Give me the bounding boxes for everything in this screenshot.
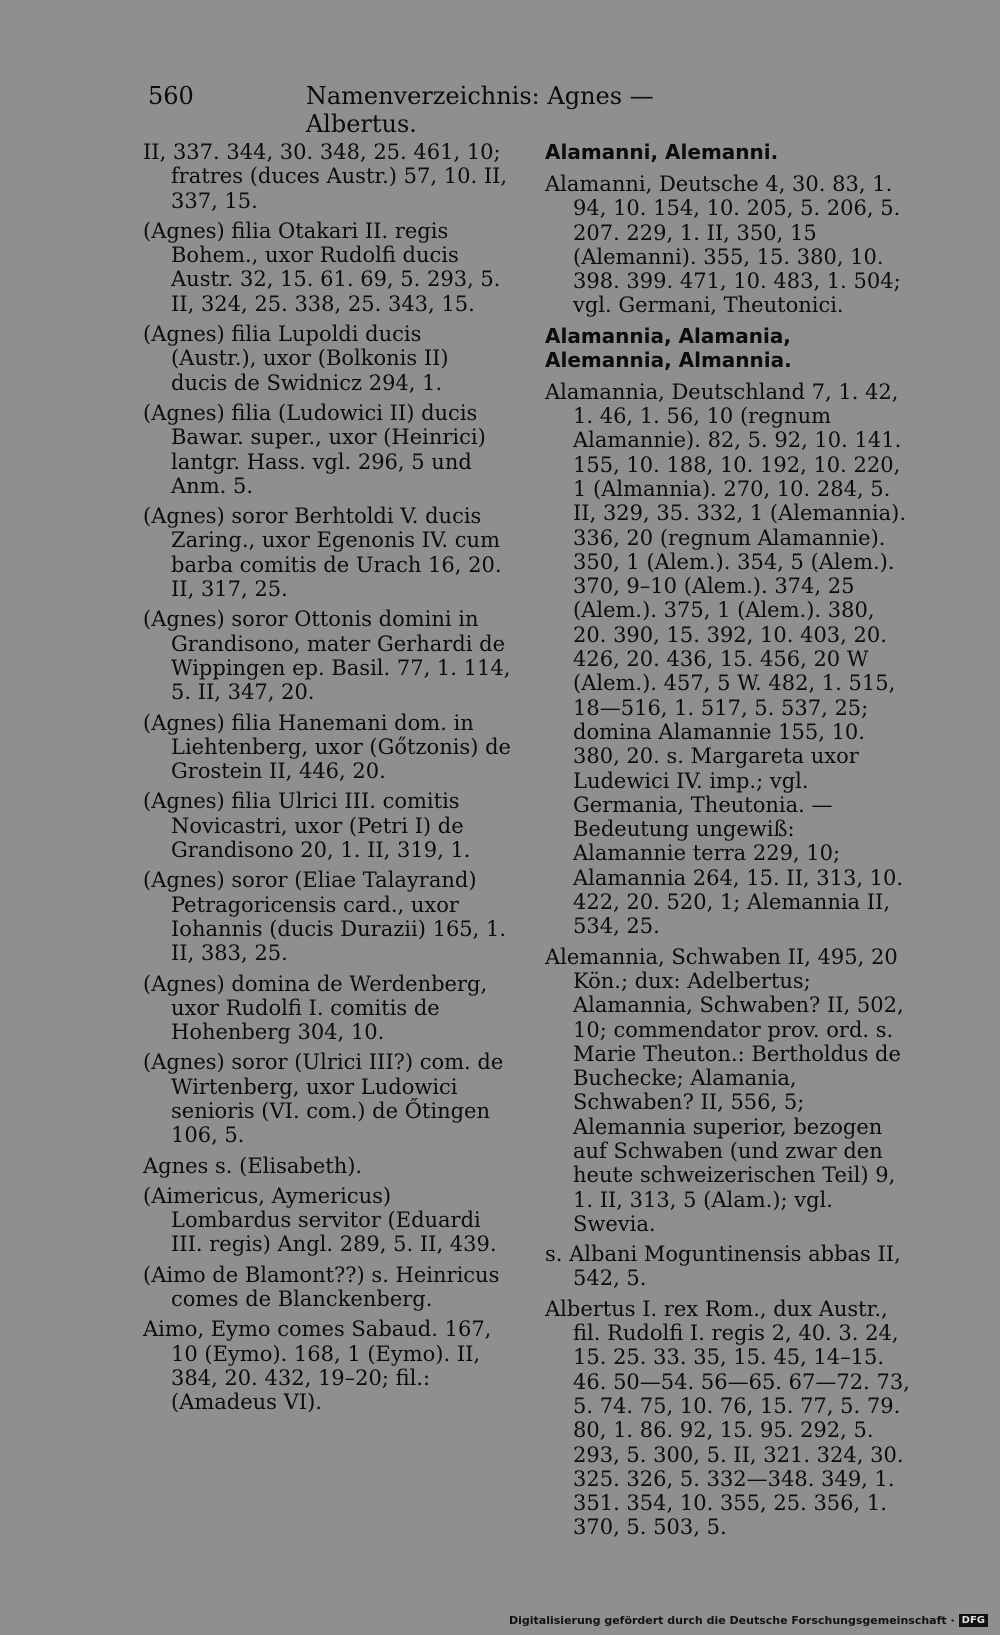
index-entry: Alamanni, Deutsche 4, 30. 83, 1. 94, 10. 154, 10. 205, 5. 206, 5. 207. 229, 1. II, 350, 15 (Alemanni). 355, 15. 380, 10. 398. 399. 471, 10. 483, 1. 504; vgl. Germani, Theutonici. [545,172,901,318]
index-entry: (Agnes) filia Hanemani dom. in Liehtenberg, uxor (Gőtzonis) de Grostein II, 446, 20. [143,710,511,784]
index-entry: (Agnes) domina de Werdenberg, uxor Rudolfi I. comitis de Hohenberg 304, 10. [143,971,488,1045]
index-entry: (Agnes) soror (Ulrici III?) com. de Wirtenberg, uxor Ludowici senioris (VI. com.) de Őtingen 106, 5. [143,1050,504,1148]
index-entry: s. Albani Moguntinensis abbas II, 542, 5. [545,1242,901,1291]
left-column [143,140,511,1421]
footer-credit [509,1614,988,1627]
index-entry: (Agnes) filia Lupoldi ducis (Austr.), uxor (Bolkonis II) ducis de Swidnicz 294, 1. [143,322,449,395]
section-heading: Alamannia, Alamania, Alemannia, Almannia. [545,323,792,372]
index-entry: (Agnes) soror (Eliae Talayrand) Petragoricensis card., uxor Iohannis (ducis Durazii) 165, 1. II, 383, 25. [143,868,507,966]
index-entry: Alemannia, Schwaben II, 495, 20 Kön.; dux: Adelbertus; Alamannia, Schwaben? II, 502, 10; commendator prov. ord. s. Marie Theuton.: Bertholdus de Buchecke; Alamania, Schwaben? II, 556, 5; Alemannia superior, bezogen auf Schwaben (und zwar den heute schweizerischen Teil) 9, 1. II, 313, 5 (Alam.); vgl. Swevia. [545,944,904,1236]
index-entry: (Aimericus, Aymericus) Lombardus servitor (Eduardi III. regis) Angl. 289, 5. II, 439. [143,1183,497,1257]
index-entry: (Agnes) soror Ottonis domini in Grandisono, mater Gerhardi de Wippingen ep. Basil. 77, 1. 114, 5. II, 347, 20. [143,607,511,705]
index-entry: (Agnes) soror Berhtoldi V. ducis Zaring., uxor Egenonis IV. cum barba comitis de Urach 16, 20. II, 317, 25. [143,504,502,602]
index-entry: (Agnes) filia Ulrici III. comitis Novicastri, uxor (Petri I) de Grandisono 20, 1. II, 319, 1. [143,789,471,863]
running-head: Namenverzeichnis: Agnes — Albertus. [305,82,654,138]
dfg-logo: DFG [959,1614,988,1627]
section-heading: Alamanni, Alemanni. [545,140,779,164]
index-entry: Alamannia, Deutschland 7, 1. 42, 1. 46, 1. 56, 10 (regnum Alamannie). 82, 5. 92, 10. 141. 155, 10. 188, 10. 192, 10. 220, 1 (Almannia). 270, 10. 284, 5. II, 329, 35. 332, 1 (Alemannia). 336, 20 (regnum Alamannie). 350, 1 (Alem.). 354, 5 (Alem.). 370, 9–10 (Alem.). 374, 25 (Alem.). 375, 1 (Alem.). 380, 20. 390, 15. 392, 10. 403, 20. 426, 20. 436, 15. 456, 20 W (Alem.). 457, 5 W. 482, 1. 515, 18—516, 1. 517, 5. 537, 25; domina Alamannie 155, 10. 380, 20. s. Margareta uxor Ludewici IV. imp.; vgl. Germania, Theutonia. — Bedeutung ungewiß: Alamannie terra 229, 10; Alamannia 264, 15. II, 313, 10. 422, 20. 520, 1; Alemannia II, 534, 25. [545,379,907,939]
index-entry: Agnes s. (Elisabeth). [143,1153,363,1178]
footer-text: Digitalisierung gefördert durch die Deutsche Forschungsgemeinschaft · [508,1614,955,1627]
index-entry: II, 337. 344, 30. 348, 25. 461, 10; fratres (duces Austr.) 57, 10. II, 337, 15. [143,140,508,213]
index-entry: (Agnes) filia (Ludowici II) ducis Bawar. super., uxor (Heinrici) lantgr. Hass. vgl. 296, 5 und Anm. 5. [143,400,486,498]
page-header [148,82,740,138]
index-entry: (Aimo de Blamont??) s. Heinricus comes de Blanckenberg. [143,1262,500,1312]
right-column [545,140,910,1546]
index-entry: Aimo, Eymo comes Sabaud. 167, 10 (Eymo). 168, 1 (Eymo). II, 384, 20. 432, 19–20; fil.: (Amadeus VI). [143,1317,492,1415]
index-entry: (Agnes) filia Otakari II. regis Bohem., uxor Rudolfi ducis Austr. 32, 15. 61. 69, 5. 293, 5. II, 324, 25. 338, 25. 343, 15. [143,218,501,316]
page-number: 560 [148,82,194,110]
index-entry: Albertus I. rex Rom., dux Austr., fil. Rudolfi I. regis 2, 40. 3. 24, 15. 25. 33. 35, 15. 45, 14–15. 46. 50—54. 56—65. 67—72. 73, 5. 74. 75, 10. 76, 15. 77, 5. 79. 80, 1. 86. 92, 15. 95. 292, 5. 293, 5. 300, 5. II, 321. 324, 30. 325. 326, 5. 332—348. 349, 1. 351. 354, 10. 355, 25. 356, 1. 370, 5. 503, 5. [545,1296,910,1540]
